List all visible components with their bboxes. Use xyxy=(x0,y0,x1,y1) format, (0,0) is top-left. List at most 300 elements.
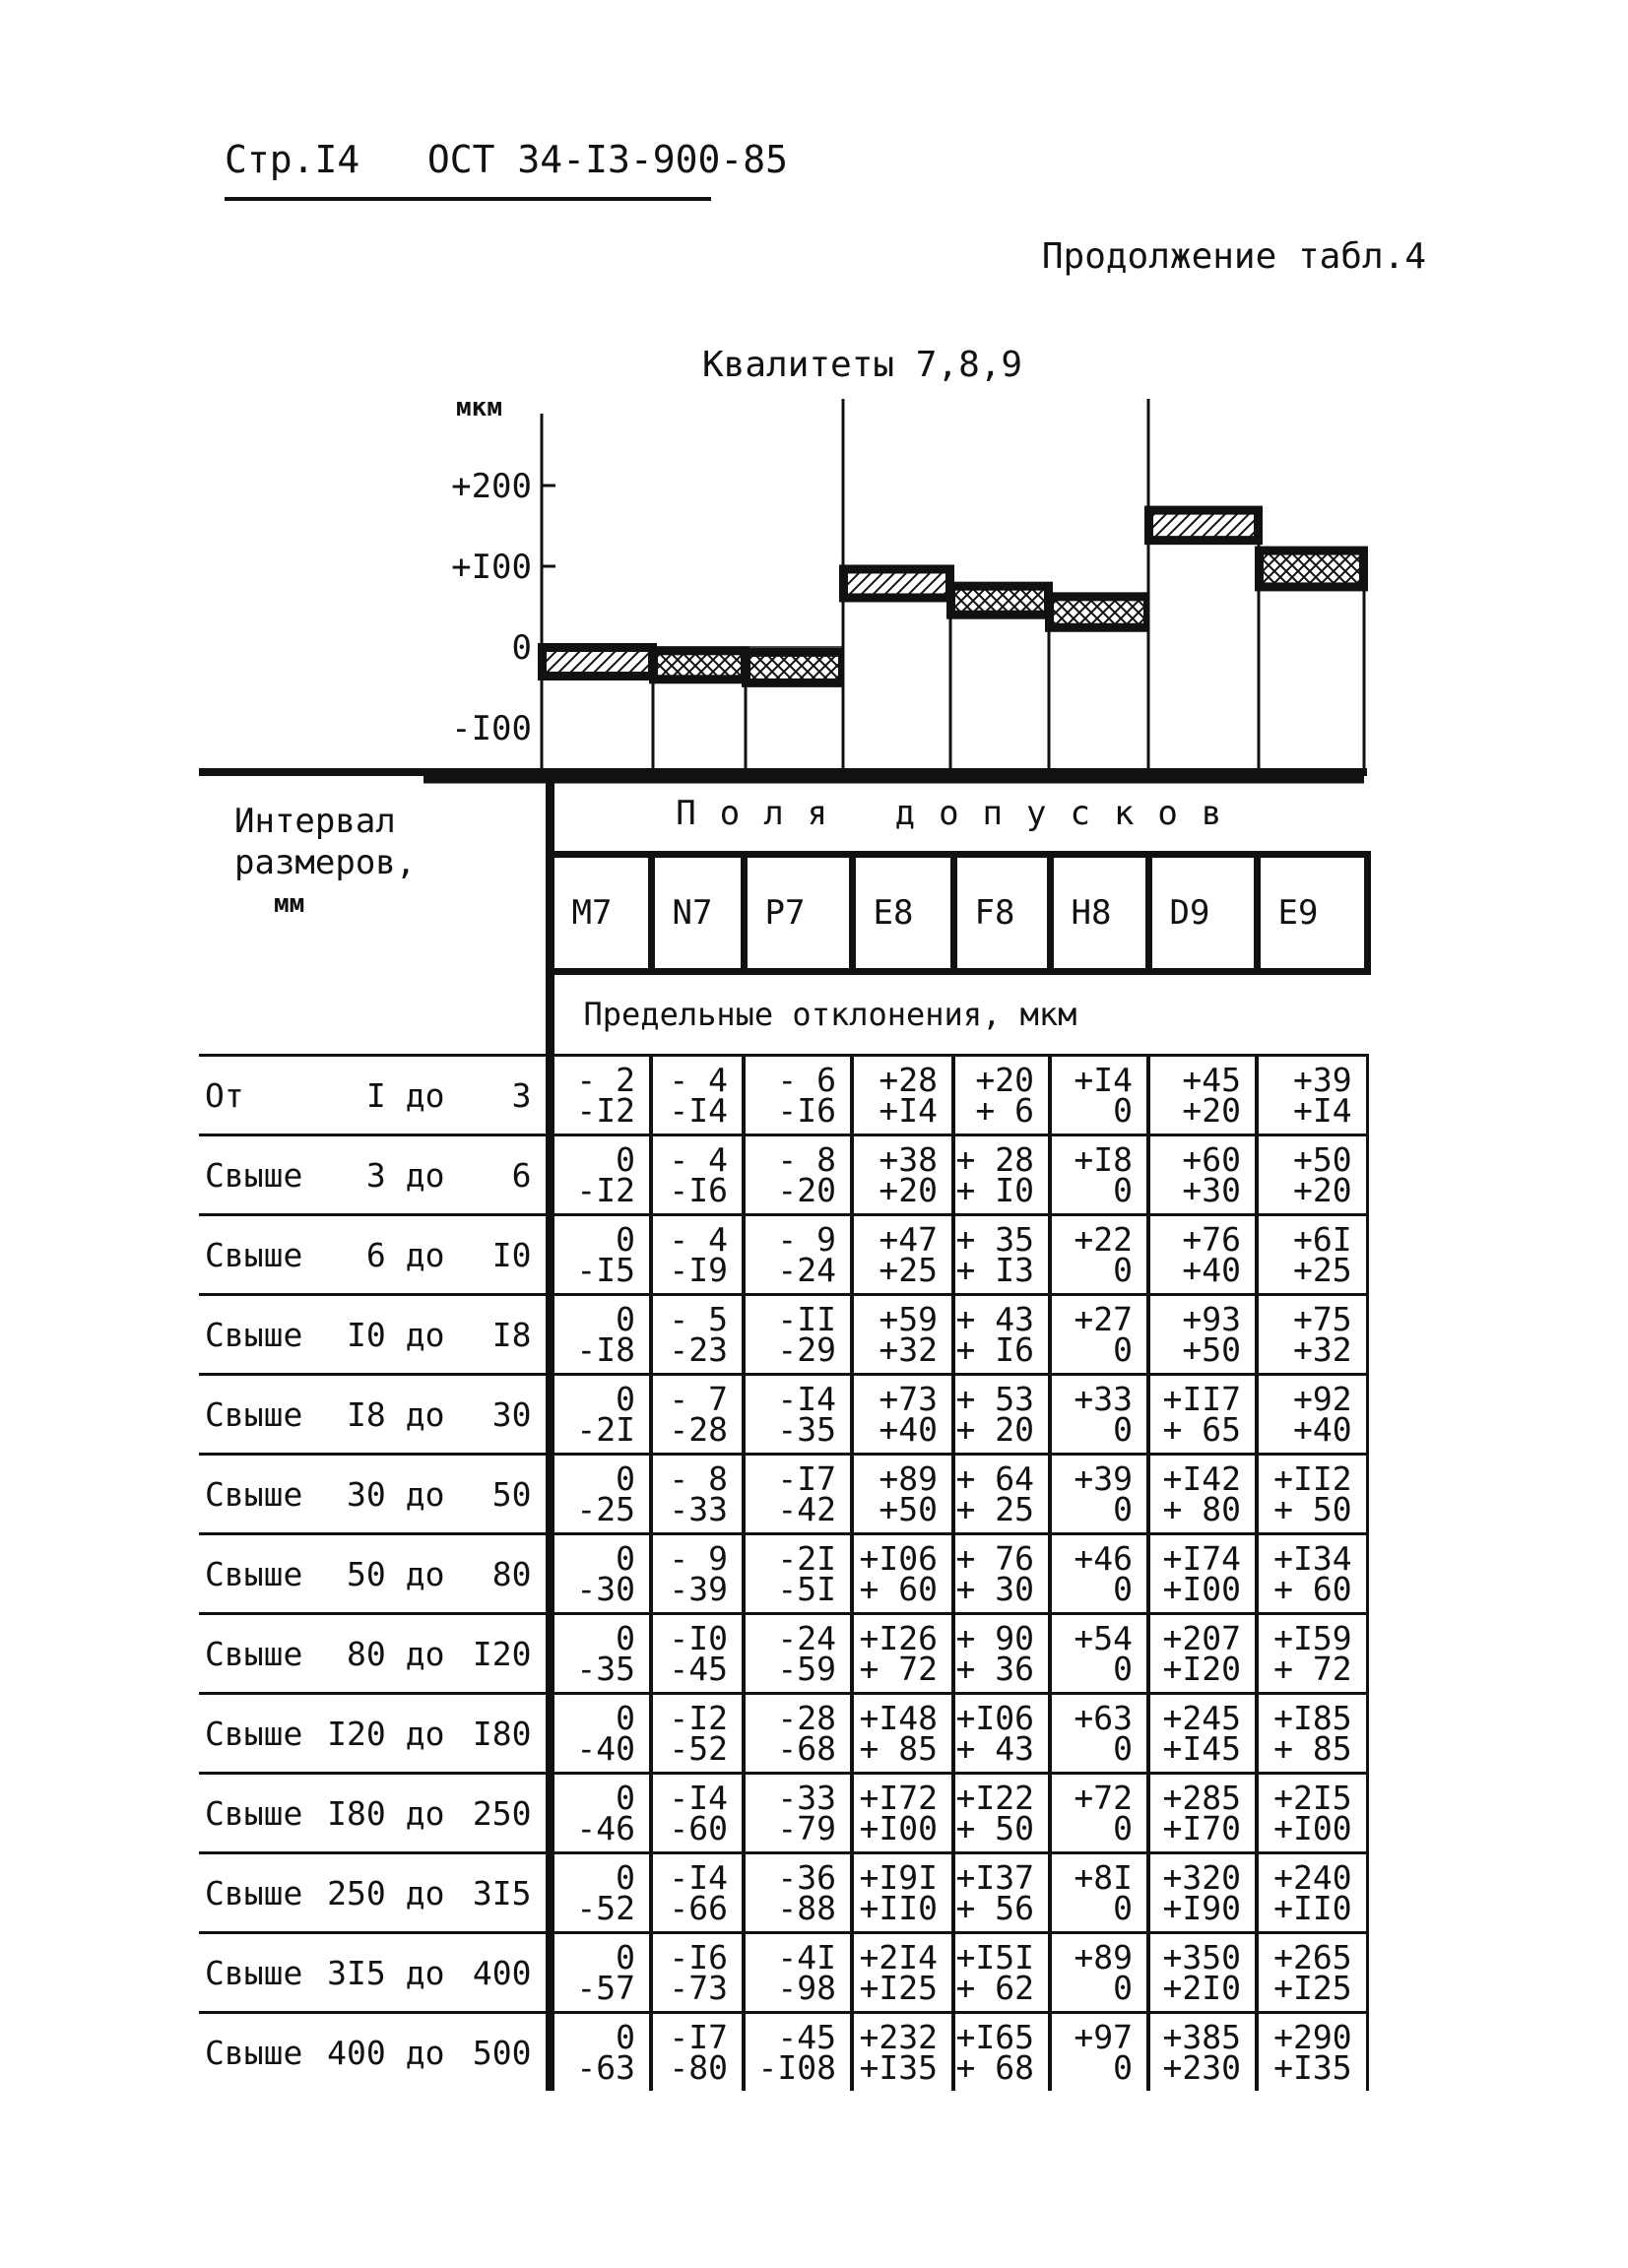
upper-deviation: +72 xyxy=(1074,1779,1133,1817)
upper-deviation: +39 xyxy=(1074,1459,1133,1498)
lower-deviation: +II0 xyxy=(1273,1889,1352,1927)
deviation-cell xyxy=(1050,1056,1148,1135)
upper-deviation: +60 xyxy=(1182,1140,1241,1179)
upper-deviation: +385 xyxy=(1162,2018,1241,2056)
upper-deviation: + 35 xyxy=(955,1220,1034,1259)
upper-deviation: - 9 xyxy=(669,1539,728,1578)
upper-deviation: +I5I xyxy=(955,1938,1034,1976)
deviation-cell xyxy=(550,1135,651,1215)
deviation-cell xyxy=(744,1295,852,1375)
deviation-cell xyxy=(1257,1774,1367,1853)
tolerance-zone-e9 xyxy=(1263,554,1360,584)
upper-deviation: +I26 xyxy=(859,1619,938,1657)
interval-word: Свыше xyxy=(205,1474,303,1514)
lower-deviation: + 62 xyxy=(955,1969,1034,2007)
upper-deviation: -I7 xyxy=(669,2018,728,2056)
upper-deviation: -4I xyxy=(777,1938,836,1976)
upper-deviation: +290 xyxy=(1273,2018,1352,2056)
upper-deviation: - 8 xyxy=(777,1140,836,1179)
lower-deviation: -35 xyxy=(576,1650,635,1688)
upper-deviation: +59 xyxy=(879,1300,938,1338)
upper-deviation: +75 xyxy=(1293,1300,1352,1338)
interval-to-word: до xyxy=(405,2033,445,2072)
deviation-cell xyxy=(651,1295,744,1375)
lower-deviation: -I6 xyxy=(777,1091,836,1130)
upper-deviation: - 4 xyxy=(669,1140,728,1179)
upper-deviation: +45 xyxy=(1182,1061,1241,1099)
interval-to: 80 xyxy=(491,1554,532,1593)
upper-deviation: -28 xyxy=(777,1699,836,1737)
lower-deviation: -I08 xyxy=(757,2048,836,2087)
interval-to-word: до xyxy=(405,1634,445,1673)
deviation-cell xyxy=(651,1375,744,1455)
interval-to-word: до xyxy=(405,1235,445,1274)
lower-deviation: +I90 xyxy=(1162,1889,1241,1927)
deviation-cell xyxy=(953,1375,1050,1455)
deviation-cell xyxy=(1257,2013,1367,2092)
deviation-cell xyxy=(1148,1375,1257,1455)
deviation-table xyxy=(199,768,1371,2091)
lower-deviation: + I3 xyxy=(955,1251,1034,1289)
deviation-cell xyxy=(1050,2013,1148,2092)
deviation-cell xyxy=(651,1614,744,1694)
interval-head-line-2: размеров, xyxy=(234,843,417,882)
deviation-cell xyxy=(1050,1534,1148,1614)
lower-deviation: +I20 xyxy=(1162,1650,1241,1688)
upper-deviation: -24 xyxy=(777,1619,836,1657)
interval-word: Свыше xyxy=(205,1953,303,1992)
lower-deviation: + 65 xyxy=(1162,1410,1241,1449)
interval-word: Свыше xyxy=(205,1873,303,1912)
upper-deviation: +I59 xyxy=(1273,1619,1352,1657)
lower-deviation: +25 xyxy=(1293,1251,1352,1289)
lower-deviation: +32 xyxy=(879,1330,938,1369)
upper-deviation: +39 xyxy=(1293,1061,1352,1099)
lower-deviation: +I35 xyxy=(859,2048,938,2087)
upper-deviation: +I85 xyxy=(1273,1699,1352,1737)
table-row xyxy=(199,1614,1367,1694)
interval-cell xyxy=(199,1215,550,1295)
upper-deviation: +6I xyxy=(1293,1220,1352,1259)
deviation-cell xyxy=(1257,1694,1367,1774)
deviation-cell xyxy=(1257,1534,1367,1614)
deviation-cell xyxy=(953,1694,1050,1774)
upper-deviation: +76 xyxy=(1182,1220,1241,1259)
deviation-cell xyxy=(1148,1295,1257,1375)
lower-deviation: + 68 xyxy=(955,2048,1034,2087)
upper-deviation: 0 xyxy=(616,2018,635,2056)
upper-deviation: +97 xyxy=(1074,2018,1133,2056)
deviation-cell xyxy=(852,2013,953,2092)
upper-deviation: +22 xyxy=(1074,1220,1133,1259)
interval-to-word: до xyxy=(405,1714,445,1753)
deviation-cell xyxy=(550,1853,651,1933)
deviation-cell xyxy=(1257,1375,1367,1455)
deviation-cell xyxy=(953,1056,1050,1135)
deviation-cell xyxy=(744,1056,852,1135)
lower-deviation: + 36 xyxy=(955,1650,1034,1688)
lower-deviation: +I35 xyxy=(1273,2048,1352,2087)
lower-deviation: +40 xyxy=(879,1410,938,1449)
deviation-cell xyxy=(744,1614,852,1694)
header-underline xyxy=(225,197,711,201)
deviation-cell xyxy=(1257,1295,1367,1375)
upper-deviation: -I2 xyxy=(669,1699,728,1737)
lower-deviation: -I4 xyxy=(669,1091,728,1130)
upper-deviation: +54 xyxy=(1074,1619,1133,1657)
lower-deviation: 0 xyxy=(1113,1251,1133,1289)
interval-from: 3I5 xyxy=(327,1953,386,1992)
y-tick-label: -I00 xyxy=(451,709,532,748)
upper-deviation: 0 xyxy=(616,1300,635,1338)
lower-deviation: -24 xyxy=(777,1251,836,1289)
upper-deviation: +89 xyxy=(879,1459,938,1498)
lower-deviation: 0 xyxy=(1113,1171,1133,1209)
upper-deviation: +20 xyxy=(975,1061,1034,1099)
field-code-f8: F8 xyxy=(953,855,1050,972)
deviation-cell xyxy=(550,2013,651,2092)
lower-deviation: -I2 xyxy=(576,1171,635,1209)
deviation-cell xyxy=(550,1295,651,1375)
chart-column-d9 xyxy=(1148,510,1259,773)
interval-to: I0 xyxy=(491,1235,532,1274)
interval-word: Свыше xyxy=(205,1235,303,1274)
deviation-cell xyxy=(1257,1614,1367,1694)
upper-deviation: - 6 xyxy=(777,1061,836,1099)
deviation-cell xyxy=(852,1135,953,1215)
deviation-cell xyxy=(953,1295,1050,1375)
upper-deviation: 0 xyxy=(616,1539,635,1578)
upper-deviation: +I42 xyxy=(1162,1459,1241,1498)
deviation-cell xyxy=(852,1933,953,2013)
deviation-cell xyxy=(744,1694,852,1774)
interval-to-word: до xyxy=(405,1873,445,1912)
deviation-cell xyxy=(651,1774,744,1853)
interval-to: I80 xyxy=(472,1714,532,1753)
lower-deviation: +40 xyxy=(1182,1251,1241,1289)
interval-cell xyxy=(199,1774,550,1853)
lower-deviation: + I6 xyxy=(955,1330,1034,1369)
deviation-cell xyxy=(852,1056,953,1135)
upper-deviation: +I4 xyxy=(1074,1061,1133,1099)
upper-deviation: - 5 xyxy=(669,1300,728,1338)
deviation-cell xyxy=(744,1534,852,1614)
lower-deviation: -29 xyxy=(777,1330,836,1369)
lower-deviation: -I9 xyxy=(669,1251,728,1289)
upper-deviation: +285 xyxy=(1162,1779,1241,1817)
deviation-cell xyxy=(651,2013,744,2092)
y-tick-label: +I00 xyxy=(451,548,532,587)
table-row xyxy=(199,1295,1367,1375)
lower-deviation: -88 xyxy=(777,1889,836,1927)
lower-deviation: 0 xyxy=(1113,1889,1133,1927)
lower-deviation: -I2 xyxy=(576,1091,635,1130)
deviation-cell xyxy=(953,1534,1050,1614)
standard-code: ОСТ 34-I3-900-85 xyxy=(426,138,788,181)
upper-deviation: +232 xyxy=(859,2018,938,2056)
deviation-cell xyxy=(550,1455,651,1534)
deviation-cell xyxy=(651,1933,744,2013)
deviation-cell xyxy=(651,1694,744,1774)
deviation-cell xyxy=(1050,1853,1148,1933)
deviation-cell xyxy=(1148,1614,1257,1694)
interval-cell xyxy=(199,1295,550,1375)
upper-deviation: +I9I xyxy=(859,1858,938,1897)
upper-deviation: +I72 xyxy=(859,1779,938,1817)
interval-to: I8 xyxy=(491,1315,532,1354)
upper-deviation: 0 xyxy=(616,1619,635,1657)
upper-deviation: +38 xyxy=(879,1140,938,1179)
upper-deviation: 0 xyxy=(616,1459,635,1498)
deviation-cell xyxy=(1148,1056,1257,1135)
upper-deviation: +II7 xyxy=(1162,1380,1241,1418)
lower-deviation: + 30 xyxy=(955,1570,1034,1608)
upper-deviation: -45 xyxy=(777,2018,836,2056)
lower-deviation: -35 xyxy=(777,1410,836,1449)
lower-deviation: +I25 xyxy=(859,1969,938,2007)
interval-from: I0 xyxy=(347,1315,386,1354)
lower-deviation: + 72 xyxy=(1273,1650,1352,1688)
tolerance-zone-h8 xyxy=(1053,600,1144,623)
lower-deviation: +I45 xyxy=(1162,1729,1241,1768)
upper-deviation: + 43 xyxy=(955,1300,1034,1338)
field-code-p7: P7 xyxy=(744,855,852,972)
interval-to: 3I5 xyxy=(472,1873,532,1912)
deviation-cell xyxy=(953,2013,1050,2092)
lower-deviation: 0 xyxy=(1113,2048,1133,2087)
lower-deviation: -73 xyxy=(669,1969,728,2007)
table-row xyxy=(199,1135,1367,1215)
lower-deviation: -5I xyxy=(777,1570,836,1608)
field-code-n7: N7 xyxy=(651,855,744,972)
upper-deviation: + 90 xyxy=(955,1619,1034,1657)
lower-deviation: + 43 xyxy=(955,1729,1034,1768)
lower-deviation: -25 xyxy=(576,1490,635,1528)
table-row xyxy=(199,2013,1367,2092)
lower-deviation: -57 xyxy=(576,1969,635,2007)
upper-deviation: - 8 xyxy=(669,1459,728,1498)
lower-deviation: 0 xyxy=(1113,1490,1133,1528)
interval-cell xyxy=(199,1135,550,1215)
upper-deviation: +27 xyxy=(1074,1300,1133,1338)
deviation-cell xyxy=(852,1694,953,1774)
lower-deviation: +30 xyxy=(1182,1171,1241,1209)
upper-deviation: +93 xyxy=(1182,1300,1241,1338)
upper-deviation: +240 xyxy=(1273,1858,1352,1897)
upper-deviation: - 9 xyxy=(777,1220,836,1259)
deviation-cell xyxy=(1148,1933,1257,2013)
deviation-cell xyxy=(1257,1215,1367,1295)
field-code-d9: D9 xyxy=(1148,855,1257,972)
deviation-cell xyxy=(651,1455,744,1534)
interval-head-line-1: Интервал xyxy=(234,802,396,841)
upper-deviation: +265 xyxy=(1273,1938,1352,1976)
upper-deviation: -2I xyxy=(777,1539,836,1578)
deviation-cell xyxy=(1257,1455,1367,1534)
interval-to: 3 xyxy=(511,1075,532,1115)
lower-deviation: +32 xyxy=(1293,1330,1352,1369)
deviation-cell xyxy=(852,1455,953,1534)
lower-deviation: + I0 xyxy=(955,1171,1034,1209)
interval-from: 80 xyxy=(347,1634,386,1673)
deviation-cell xyxy=(1257,1933,1367,2013)
lower-deviation: +25 xyxy=(879,1251,938,1289)
interval-from: 50 xyxy=(347,1554,386,1593)
lower-deviation: -52 xyxy=(669,1729,728,1768)
upper-deviation: +63 xyxy=(1074,1699,1133,1737)
interval-cell xyxy=(199,1614,550,1694)
interval-from: 6 xyxy=(365,1235,386,1274)
lower-deviation: -80 xyxy=(669,2048,728,2087)
deviation-cell xyxy=(953,1774,1050,1853)
lower-deviation: 0 xyxy=(1113,1969,1133,2007)
deviation-cell xyxy=(1148,1455,1257,1534)
upper-deviation: +47 xyxy=(879,1220,938,1259)
lower-deviation: 0 xyxy=(1113,1570,1133,1608)
deviation-cell xyxy=(852,1774,953,1853)
upper-deviation: -II xyxy=(777,1300,836,1338)
upper-deviation: -I4 xyxy=(669,1858,728,1897)
deviation-cell xyxy=(550,1614,651,1694)
deviation-cell xyxy=(953,1614,1050,1694)
interval-word: Свыше xyxy=(205,2033,303,2072)
deviation-cell xyxy=(852,1534,953,1614)
lower-deviation: -59 xyxy=(777,1650,836,1688)
upper-deviation: +I65 xyxy=(955,2018,1034,2056)
upper-deviation: +207 xyxy=(1162,1619,1241,1657)
upper-deviation: 0 xyxy=(616,1938,635,1976)
upper-deviation: -I4 xyxy=(777,1380,836,1418)
table-continuation-label: Продолжение табл.4 xyxy=(1041,236,1426,277)
upper-deviation: +28 xyxy=(879,1061,938,1099)
lower-deviation: + 56 xyxy=(955,1889,1034,1927)
lower-deviation: +50 xyxy=(879,1490,938,1528)
interval-to-word: до xyxy=(405,1155,445,1195)
deviation-cell xyxy=(953,1933,1050,2013)
upper-deviation: +33 xyxy=(1074,1380,1133,1418)
table-row xyxy=(199,1694,1367,1774)
deviation-cell xyxy=(953,1215,1050,1295)
deviation-cell xyxy=(651,1215,744,1295)
deviation-cell xyxy=(550,1534,651,1614)
page-header xyxy=(225,138,788,181)
deviation-cell xyxy=(1148,1774,1257,1853)
tolerance-zone-f8 xyxy=(954,590,1045,612)
field-code-h8: H8 xyxy=(1050,855,1148,972)
table-row xyxy=(199,1933,1367,2013)
interval-word: Свыше xyxy=(205,1634,303,1673)
deviation-cell xyxy=(852,1295,953,1375)
lower-deviation: -I6 xyxy=(669,1171,728,1209)
deviation-cell xyxy=(953,1135,1050,1215)
lower-deviation: + 25 xyxy=(955,1490,1034,1528)
tolerance-zone-p7 xyxy=(749,656,839,680)
upper-deviation: 0 xyxy=(616,1858,635,1897)
page-number: Стр.I4 xyxy=(225,138,360,181)
upper-deviation: +8I xyxy=(1074,1858,1133,1897)
upper-deviation: +73 xyxy=(879,1380,938,1418)
deviation-cell xyxy=(744,1774,852,1853)
deviation-cell xyxy=(1050,1455,1148,1534)
interval-to: 400 xyxy=(472,1953,532,1992)
upper-deviation: +I48 xyxy=(859,1699,938,1737)
lower-deviation: -45 xyxy=(669,1650,728,1688)
field-code-e8: E8 xyxy=(852,855,953,972)
lower-deviation: -20 xyxy=(777,1171,836,1209)
deviation-cell xyxy=(1050,1295,1148,1375)
table-row xyxy=(199,1455,1367,1534)
table-row xyxy=(199,1375,1367,1455)
deviation-cell xyxy=(550,1375,651,1455)
interval-from: I8 xyxy=(347,1394,386,1434)
deviation-cell xyxy=(550,1694,651,1774)
lower-deviation: +20 xyxy=(1182,1091,1241,1130)
upper-deviation: +I37 xyxy=(955,1858,1034,1897)
field-code-e9: E9 xyxy=(1257,855,1367,972)
interval-to-word: до xyxy=(405,1554,445,1593)
interval-from: I xyxy=(365,1075,386,1115)
upper-deviation: +I22 xyxy=(955,1779,1034,1817)
upper-deviation: 0 xyxy=(616,1220,635,1259)
lower-deviation: + 60 xyxy=(859,1570,938,1608)
lower-deviation: 0 xyxy=(1113,1330,1133,1369)
table-row xyxy=(199,1534,1367,1614)
lower-deviation: +20 xyxy=(879,1171,938,1209)
table-row xyxy=(199,1774,1367,1853)
interval-cell xyxy=(199,1853,550,1933)
lower-deviation: -66 xyxy=(669,1889,728,1927)
upper-deviation: +I06 xyxy=(859,1539,938,1578)
upper-deviation: - 2 xyxy=(576,1061,635,1099)
interval-cell xyxy=(199,1056,550,1135)
upper-deviation: + 64 xyxy=(955,1459,1034,1498)
deviation-cell xyxy=(744,1853,852,1933)
lower-deviation: -2I xyxy=(576,1410,635,1449)
upper-deviation: +50 xyxy=(1293,1140,1352,1179)
upper-deviation: +I06 xyxy=(955,1699,1034,1737)
lower-deviation: + 80 xyxy=(1162,1490,1241,1528)
deviation-cell xyxy=(1050,1694,1148,1774)
upper-deviation: 0 xyxy=(616,1779,635,1817)
interval-from: 30 xyxy=(347,1474,386,1514)
table-row xyxy=(199,1853,1367,1933)
interval-cell xyxy=(199,1694,550,1774)
lower-deviation: + 72 xyxy=(859,1650,938,1688)
lower-deviation: -23 xyxy=(669,1330,728,1369)
interval-cell xyxy=(199,1534,550,1614)
tolerance-zone-m7 xyxy=(546,651,649,673)
tolerance-zone-n7 xyxy=(657,654,742,676)
interval-word: Свыше xyxy=(205,1714,303,1753)
deviation-cell xyxy=(1257,1135,1367,1215)
lower-deviation: -33 xyxy=(669,1490,728,1528)
interval-word: Свыше xyxy=(205,1155,303,1195)
lower-deviation: +I4 xyxy=(1293,1091,1352,1130)
lower-deviation: + 50 xyxy=(1273,1490,1352,1528)
upper-deviation: +46 xyxy=(1074,1539,1133,1578)
deviation-cell xyxy=(550,1215,651,1295)
deviation-cell xyxy=(1148,1694,1257,1774)
deviation-cell xyxy=(1050,1933,1148,2013)
upper-deviation: -36 xyxy=(777,1858,836,1897)
lower-deviation: 0 xyxy=(1113,1091,1133,1130)
table-row xyxy=(199,1056,1367,1135)
deviation-cell xyxy=(651,1056,744,1135)
interval-to: 30 xyxy=(491,1394,532,1434)
interval-to: I20 xyxy=(472,1634,532,1673)
upper-deviation: +II2 xyxy=(1273,1459,1352,1498)
lower-deviation: + 60 xyxy=(1273,1570,1352,1608)
